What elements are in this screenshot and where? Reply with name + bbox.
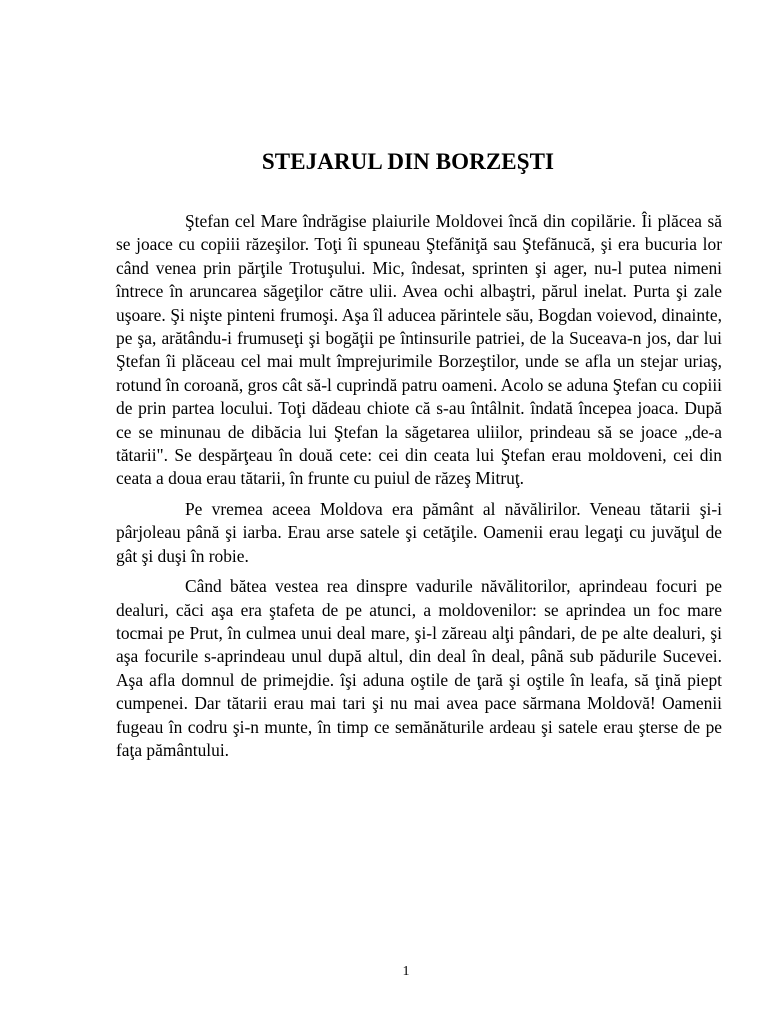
page-number: 1 — [402, 964, 410, 979]
body-text — [116, 210, 722, 762]
paragraph-1: Ştefan cel Mare îndrăgise plaiurile Moldovei încă din copilărie. Îi plăcea să se joace cu copiii răzeşilor. Toţi îi spuneau Ştefăniţă sau Ştefănucă, şi era bucuria lor când venea prin părţile Trotuşului. Mic, îndesat, sprinten şi ager, nu-l putea nimeni întrece în aruncarea săgeţilor către ulii. Avea ochi albaştri, părul inelat. Purta şi zale uşoare. Şi nişte pinteni frumoşi. Aşa îl aducea părintele său, Bogdan voievod, dinainte, pe şa, arătându-i frumuseţi şi bogăţii pe întinsurile patriei, de la Suceava-n jos, dar lui Ştefan îi plăceau cel mai mult împrejurimile Borzeştilor, unde se afla un stejar uriaş, rotund în coroană, gros cât să-l cuprindă patru oameni. Acolo se aduna Ştefan cu copiii de prin partea locului. Toţi dădeau chiote că s-au întâlnit. îndată începea joaca. După ce se minunau de dibăcia lui Ştefan la săgetarea uliilor, prindeau să se joace „de-a tătarii". Se despărţeau în două cete: cei din ceata lui Ştefan erau moldoveni, cei din ceata a doua erau tătarii, în frunte cu puiul de răzeş Mitruţ. — [116, 211, 722, 489]
page-title: STEJARUL DIN BORZEŞTI — [261, 149, 555, 174]
paragraph-2: Pe vremea aceea Moldova era pământ al năvălirilor. Veneau tătarii şi-i pârjoleau până şi iarba. Erau arse satele şi cetăţile. Oamenii erau legaţi cu juvăţul de gât şi duşi în robie. — [116, 498, 722, 566]
paragraph-3: Când bătea vestea rea dinspre vadurile năvălitorilor, aprindeau focuri pe dealuri, căci aşa era ştafeta de pe atunci, a moldovenilor: se aprindea un foc mare tocmai pe Prut, în culmea unui deal mare, şi-l zăreau alţi pândari, de pe alte dealuri, şi aşa focurile s-aprindeau unul după altul, din deal în deal, până sub pădurile Sucevei. Aşa afla domnul de primejdie. îşi aduna oştile de ţară şi oştile în leafa, să ţină piept cumpenei. Dar tătarii erau mai tari şi nu mai avea pace sărmana Moldovă! Oamenii fugeau în codru şi-n munte, în timp ce semănăturile ardeau şi satele erau şterse de pe faţa pământului. — [116, 576, 722, 760]
